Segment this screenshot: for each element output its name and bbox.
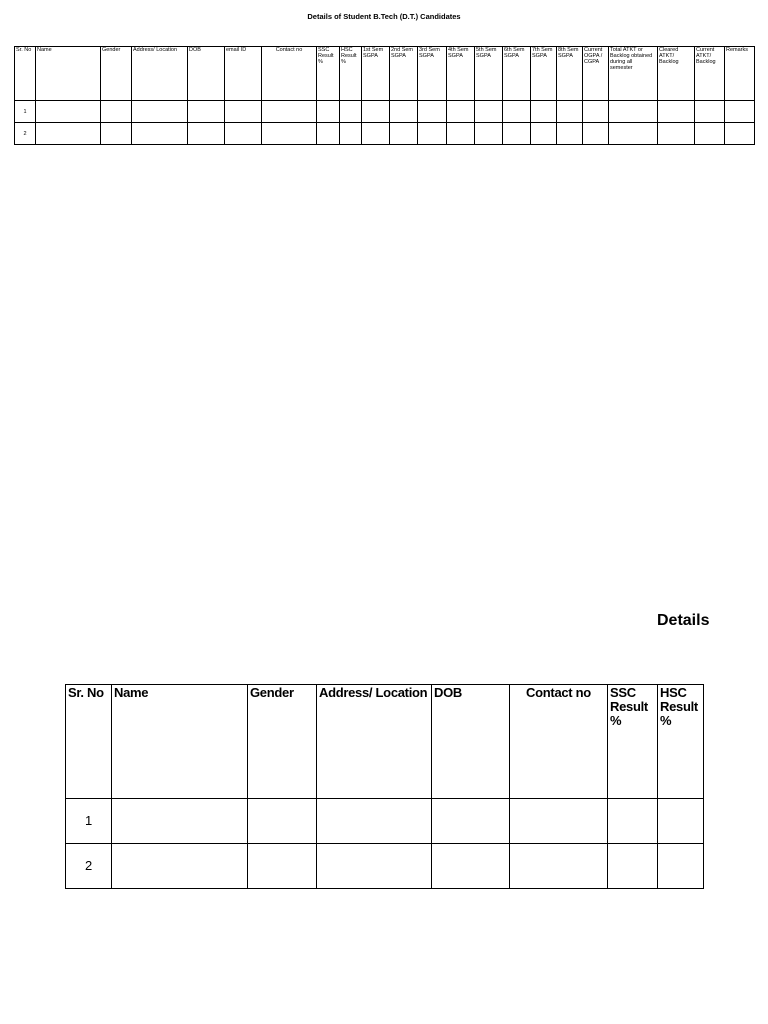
table-cell[interactable] — [317, 101, 340, 123]
zoomed-header-hsc: HSC Result % — [658, 685, 704, 799]
table-cell[interactable] — [262, 101, 317, 123]
table-cell[interactable] — [658, 844, 704, 889]
table-cell[interactable] — [248, 799, 317, 844]
header-cell-total-atkt: Total ATKT or Backlog obtained during all semester — [609, 47, 658, 101]
table-cell[interactable] — [248, 844, 317, 889]
document-title: Details of Student B.Tech (D.T.) Candidates — [307, 12, 461, 21]
header-cell-gender: Gender — [101, 47, 132, 101]
header-cell-dob: DOB — [188, 47, 225, 101]
header-cell-sem8: 8th Sem SGPA — [557, 47, 583, 101]
header-cell-cleared-atkt: Cleared ATKT/ Backlog — [658, 47, 695, 101]
table-cell[interactable] — [112, 844, 248, 889]
zoomed-header-name: Name — [112, 685, 248, 799]
table-cell[interactable] — [317, 799, 432, 844]
table-cell[interactable] — [132, 101, 188, 123]
table-cell[interactable] — [225, 101, 262, 123]
table-cell[interactable] — [475, 123, 503, 145]
zoomed-header-sr-no: Sr. No — [66, 685, 112, 799]
zoomed-header-dob: DOB — [432, 685, 510, 799]
table-cell[interactable] — [608, 844, 658, 889]
table-cell[interactable] — [362, 101, 390, 123]
table-cell[interactable] — [432, 844, 510, 889]
zoomed-heading: Details — [657, 612, 710, 629]
table-cell[interactable] — [188, 101, 225, 123]
header-cell-cgpa: Current OGPA / CGPA — [583, 47, 609, 101]
sr-no-cell: 2 — [15, 123, 36, 145]
table-cell[interactable] — [583, 101, 609, 123]
header-cell-sem1: 1st Sem SGPA — [362, 47, 390, 101]
table-cell[interactable] — [390, 101, 418, 123]
header-cell-current-atkt: Current ATKT/ Backlog — [695, 47, 725, 101]
table-cell[interactable] — [557, 101, 583, 123]
table-cell[interactable] — [725, 123, 755, 145]
table-cell[interactable] — [447, 101, 475, 123]
table-cell[interactable] — [262, 123, 317, 145]
table-cell[interactable] — [390, 123, 418, 145]
table-cell[interactable] — [695, 101, 725, 123]
header-cell-hsc: HSC Result % — [340, 47, 362, 101]
table-cell[interactable] — [608, 799, 658, 844]
table-cell[interactable] — [475, 101, 503, 123]
table-cell[interactable] — [447, 123, 475, 145]
table-cell[interactable] — [658, 123, 695, 145]
zoomed-header-ssc: SSC Result % — [608, 685, 658, 799]
header-cell-sem5: 5th Sem SGPA — [475, 47, 503, 101]
header-cell-ssc: SSC Result % — [317, 47, 340, 101]
table-cell[interactable] — [531, 101, 557, 123]
table-cell[interactable] — [418, 123, 447, 145]
zoomed-table-row — [66, 799, 704, 844]
zoomed-header-row — [66, 685, 704, 799]
table-cell[interactable] — [112, 799, 248, 844]
table-row — [15, 101, 755, 123]
header-cell-remarks: Remarks — [725, 47, 755, 101]
zoomed-header-contact: Contact no — [510, 685, 608, 799]
zoomed-header-gender: Gender — [248, 685, 317, 799]
table-cell[interactable] — [609, 101, 658, 123]
header-cell-contact: Contact no — [262, 47, 317, 101]
zoomed-sr-no-cell: 1 — [66, 799, 112, 844]
header-cell-email: email ID — [225, 47, 262, 101]
table-cell[interactable] — [725, 101, 755, 123]
header-cell-sem6: 6th Sem SGPA — [503, 47, 531, 101]
table-cell[interactable] — [658, 101, 695, 123]
zoomed-header-address: Address/ Location — [317, 685, 432, 799]
table-cell[interactable] — [317, 123, 340, 145]
table-cell[interactable] — [503, 101, 531, 123]
candidates-table — [14, 46, 755, 145]
header-cell-sr-no: Sr. No — [15, 47, 36, 101]
sr-no-cell: 1 — [15, 101, 36, 123]
table-cell[interactable] — [432, 799, 510, 844]
header-row — [15, 47, 755, 101]
zoomed-sr-no-cell: 2 — [66, 844, 112, 889]
table-cell[interactable] — [317, 844, 432, 889]
header-cell-sem7: 7th Sem SGPA — [531, 47, 557, 101]
table-cell[interactable] — [132, 123, 188, 145]
header-cell-sem3: 3rd Sem SGPA — [418, 47, 447, 101]
table-cell[interactable] — [418, 101, 447, 123]
table-cell[interactable] — [36, 123, 101, 145]
table-cell[interactable] — [658, 799, 704, 844]
table-cell[interactable] — [510, 799, 608, 844]
header-cell-address: Address/ Location — [132, 47, 188, 101]
header-cell-name: Name — [36, 47, 101, 101]
zoomed-candidates-table — [65, 684, 704, 889]
header-cell-sem2: 2nd Sem SGPA — [390, 47, 418, 101]
table-cell[interactable] — [340, 123, 362, 145]
table-row — [15, 123, 755, 145]
table-cell[interactable] — [609, 123, 658, 145]
table-cell[interactable] — [557, 123, 583, 145]
header-cell-sem4: 4th Sem SGPA — [447, 47, 475, 101]
table-cell[interactable] — [36, 101, 101, 123]
table-cell[interactable] — [101, 101, 132, 123]
table-cell[interactable] — [531, 123, 557, 145]
table-cell[interactable] — [188, 123, 225, 145]
table-cell[interactable] — [510, 844, 608, 889]
table-cell[interactable] — [225, 123, 262, 145]
table-cell[interactable] — [503, 123, 531, 145]
table-cell[interactable] — [695, 123, 725, 145]
table-cell[interactable] — [101, 123, 132, 145]
table-cell[interactable] — [583, 123, 609, 145]
zoomed-table-row — [66, 844, 704, 889]
table-cell[interactable] — [340, 101, 362, 123]
table-cell[interactable] — [362, 123, 390, 145]
